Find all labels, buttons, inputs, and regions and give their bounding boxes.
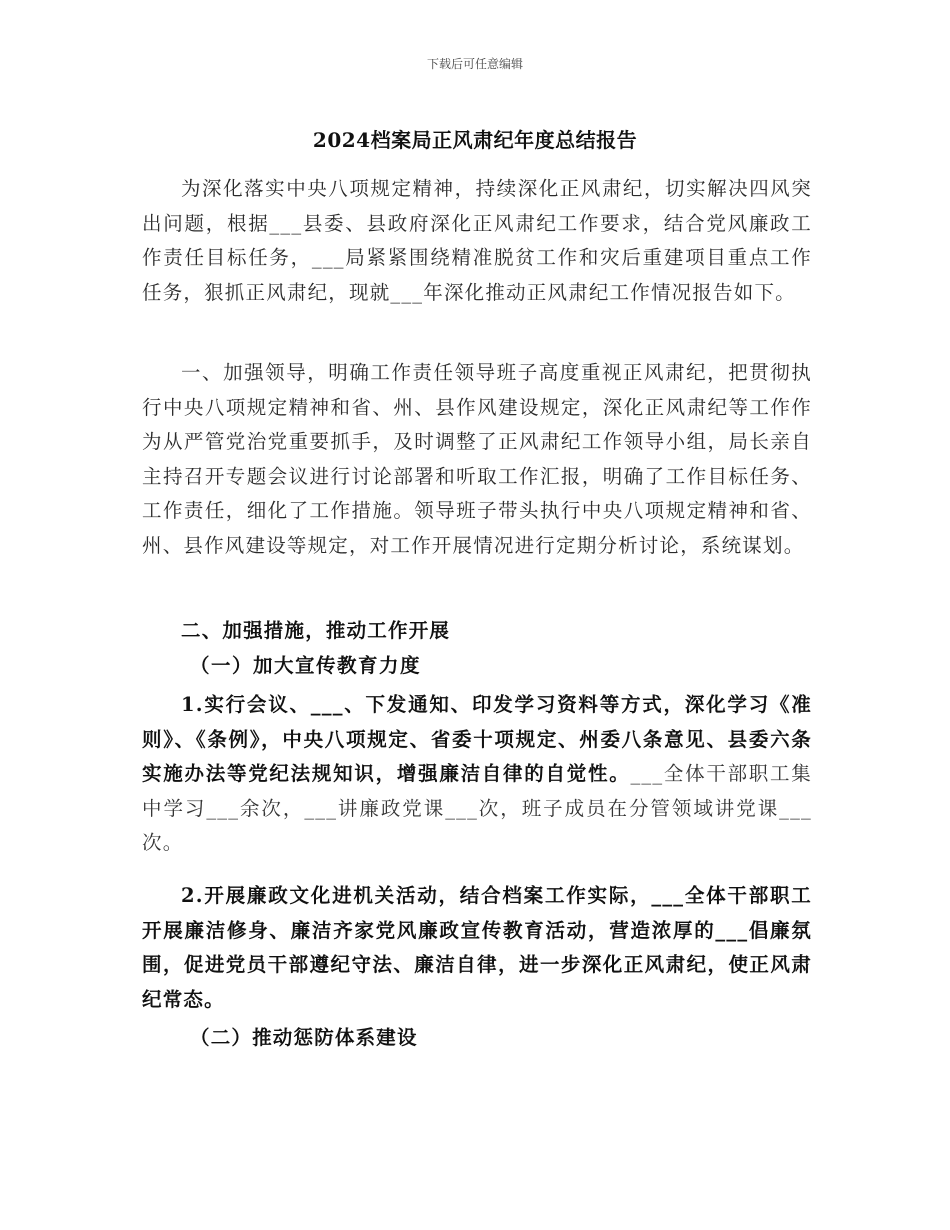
intro-paragraph: 为深化落实中央八项规定精神，持续深化正风肃纪，切实解决四风突出问题，根据___县委、县政府深化正风肃纪工作要求，结合党风廉政工作责任目标任务，___局紧紧围绕精准脱贫工作和灾后重建项目重点工作任务，狠抓正风肃纪，现就___年深化推动正风肃纪工作情况报告如下。 [142, 177, 812, 304]
item-two-paragraph: 2.开展廉政文化进机关活动，结合档案工作实际，___全体干部职工开展廉洁修身、廉洁齐家党风廉政宣传教育活动，营造浓厚的___倡廉氛围，促进党员干部遵纪守法、廉洁自律，进一步深化正风肃纪，使正风肃纪常态。 [142, 884, 812, 1011]
subsection-two-heading: （二）推动惩防体系建设 [190, 1026, 418, 1049]
section-two-heading: 二、加强措施，推动工作开展 [181, 619, 451, 642]
subsection-one-heading: （一）加大宣传教育力度 [190, 654, 422, 677]
document-title: 2024档案局正风肃纪年度总结报告 [312, 128, 638, 152]
header-note: 下载后可任意编辑 [426, 57, 523, 71]
item-one-plain-text: ___全体干部职工集中学习___余次，___讲廉政党课___次，班子成员在分管领域讲党课___次。 [142, 762, 812, 854]
section-one-paragraph: 一、加强领导，明确工作责任领导班子高度重视正风肃纪，把贯彻执行中央八项规定精神和省、州、县作风建设规定，深化正风肃纪等工作作为从严管党治党重要抓手，及时调整了正风肃纪工作领导小组，局长亲自主持召开专题会议进行讨论部署和听取工作汇报，明确了工作目标任务、工作责任，细化了工作措施。领导班子带头执行中央八项规定精神和省、州、县作风建设等规定，对工作开展情况进行定期分析讨论，系统谋划。 [142, 361, 812, 557]
item-one-paragraph [142, 688, 812, 861]
item-one-bold-text: 1.实行会议、___、下发通知、印发学习资料等方式，深化学习《准则》、《条例》，中央八项规定、省委十项规定、州委八条意见、县委六条实施办法等党纪法规知识，增强廉洁自律的自觉性。 [142, 693, 812, 785]
